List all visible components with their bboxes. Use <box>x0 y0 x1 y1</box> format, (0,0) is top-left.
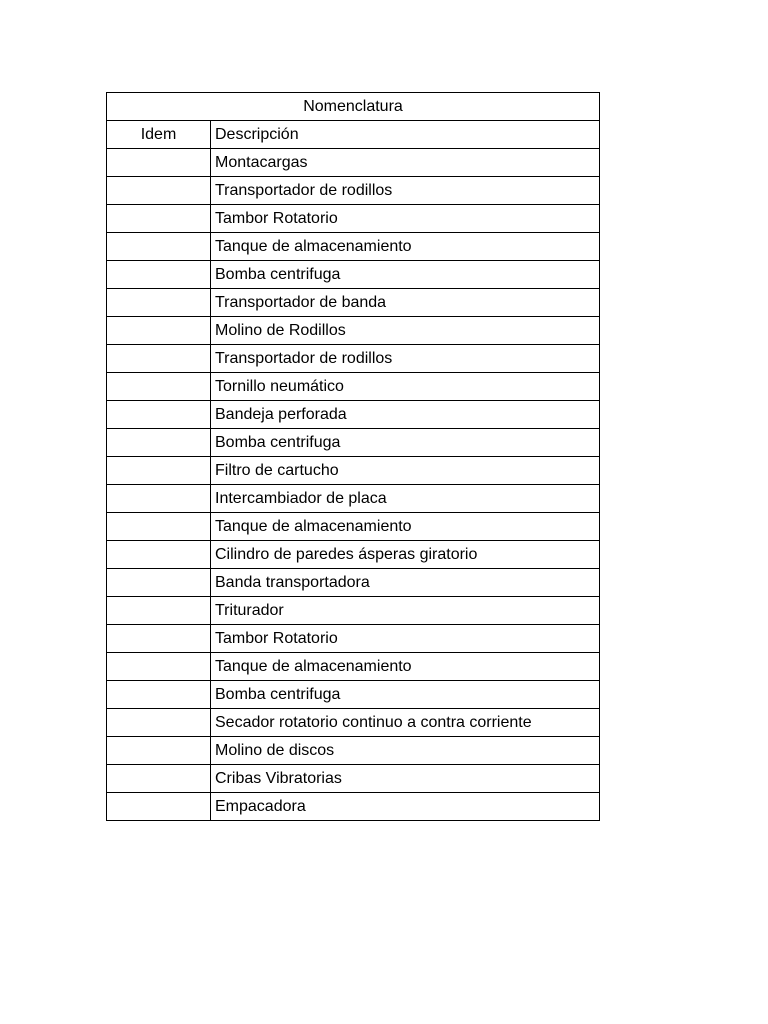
idem-cell <box>107 569 211 597</box>
descripcion-cell: Bomba centrifuga <box>211 681 600 709</box>
table-row <box>107 513 600 541</box>
descripcion-cell: Bandeja perforada <box>211 401 600 429</box>
idem-cell <box>107 653 211 681</box>
table-row <box>107 625 600 653</box>
idem-cell <box>107 177 211 205</box>
descripcion-cell: Intercambiador de placa <box>211 485 600 513</box>
descripcion-cell: Cribas Vibratorias <box>211 765 600 793</box>
idem-cell <box>107 541 211 569</box>
descripcion-cell: Transportador de rodillos <box>211 177 600 205</box>
descripcion-cell: Tambor Rotatorio <box>211 205 600 233</box>
descripcion-cell: Filtro de cartucho <box>211 457 600 485</box>
descripcion-cell: Tanque de almacenamiento <box>211 653 600 681</box>
idem-cell <box>107 513 211 541</box>
idem-cell <box>107 233 211 261</box>
table-row <box>107 457 600 485</box>
table-row <box>107 205 600 233</box>
table-row <box>107 261 600 289</box>
table-row <box>107 681 600 709</box>
descripcion-cell: Transportador de banda <box>211 289 600 317</box>
idem-cell <box>107 765 211 793</box>
table-row <box>107 485 600 513</box>
descripcion-cell: Bomba centrifuga <box>211 429 600 457</box>
idem-cell <box>107 149 211 177</box>
table-row <box>107 765 600 793</box>
table-row <box>107 541 600 569</box>
descripcion-cell: Secador rotatorio continuo a contra corriente <box>211 709 600 737</box>
idem-cell <box>107 345 211 373</box>
table-row <box>107 317 600 345</box>
table-row <box>107 289 600 317</box>
idem-column-header: Idem <box>107 121 211 149</box>
idem-cell <box>107 261 211 289</box>
table-row <box>107 401 600 429</box>
descripcion-cell: Tanque de almacenamiento <box>211 513 600 541</box>
descripcion-column-header: Descripción <box>211 121 600 149</box>
table-row <box>107 233 600 261</box>
descripcion-cell: Tornillo neumático <box>211 373 600 401</box>
descripcion-cell: Tambor Rotatorio <box>211 625 600 653</box>
idem-cell <box>107 625 211 653</box>
table-title: Nomenclatura <box>107 93 600 121</box>
idem-cell <box>107 457 211 485</box>
idem-cell <box>107 681 211 709</box>
table-row <box>107 709 600 737</box>
table-row <box>107 373 600 401</box>
header-row <box>107 121 600 149</box>
table-row <box>107 345 600 373</box>
descripcion-cell: Bomba centrifuga <box>211 261 600 289</box>
table-row <box>107 597 600 625</box>
descripcion-cell: Triturador <box>211 597 600 625</box>
idem-cell <box>107 737 211 765</box>
descripcion-cell: Molino de Rodillos <box>211 317 600 345</box>
table-row <box>107 429 600 457</box>
descripcion-cell: Transportador de rodillos <box>211 345 600 373</box>
descripcion-cell: Tanque de almacenamiento <box>211 233 600 261</box>
descripcion-cell: Banda transportadora <box>211 569 600 597</box>
table-row <box>107 149 600 177</box>
title-row <box>107 93 600 121</box>
descripcion-cell: Molino de discos <box>211 737 600 765</box>
idem-cell <box>107 793 211 821</box>
table-row <box>107 737 600 765</box>
table-row <box>107 793 600 821</box>
table-row <box>107 653 600 681</box>
descripcion-cell: Cilindro de paredes ásperas giratorio <box>211 541 600 569</box>
idem-cell <box>107 401 211 429</box>
idem-cell <box>107 597 211 625</box>
idem-cell <box>107 429 211 457</box>
idem-cell <box>107 205 211 233</box>
nomenclature-table <box>106 92 600 821</box>
idem-cell <box>107 373 211 401</box>
idem-cell <box>107 317 211 345</box>
table-row <box>107 177 600 205</box>
table-row <box>107 569 600 597</box>
idem-cell <box>107 485 211 513</box>
idem-cell <box>107 709 211 737</box>
descripcion-cell: Montacargas <box>211 149 600 177</box>
table-body <box>107 149 600 821</box>
descripcion-cell: Empacadora <box>211 793 600 821</box>
idem-cell <box>107 289 211 317</box>
